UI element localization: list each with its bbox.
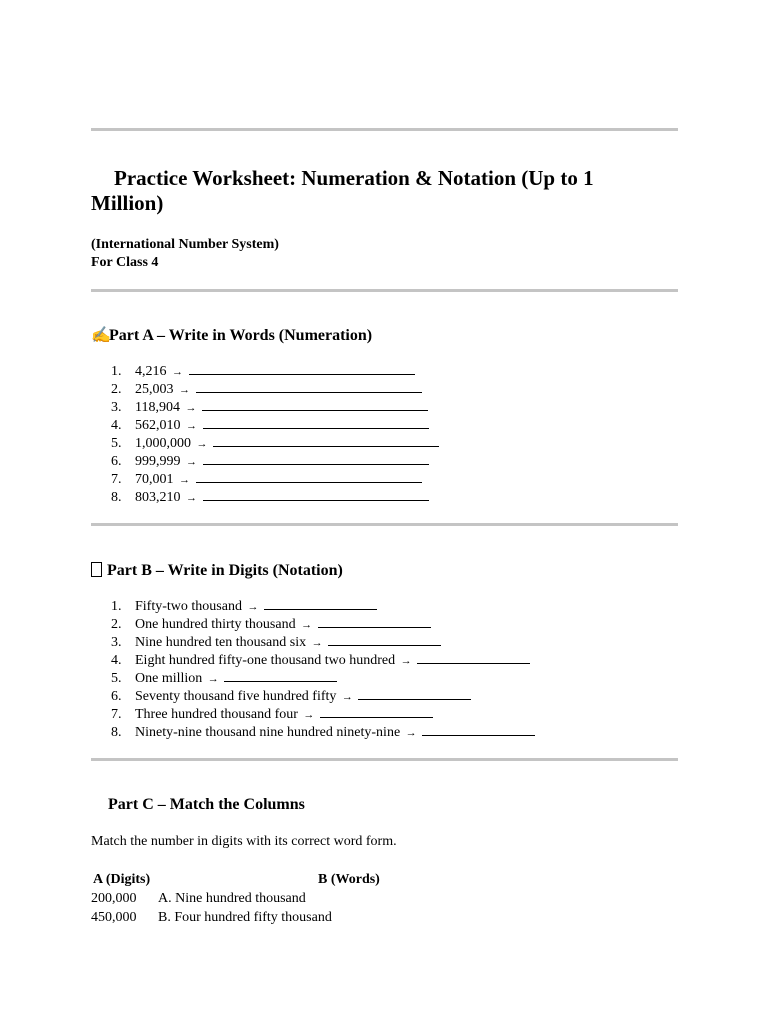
arrow-icon: →: [341, 691, 353, 703]
list-item: [91, 598, 535, 616]
missing-glyph-box-icon: [91, 562, 102, 577]
list-item: [91, 706, 535, 724]
arrow-icon: →: [301, 619, 313, 631]
subtitle-number-system: (International Number System): [91, 237, 279, 252]
item-number: 8.: [111, 490, 122, 505]
item-prompt: 4,216: [135, 364, 167, 379]
match-table-header-row: [91, 870, 380, 889]
answer-blank[interactable]: [213, 435, 439, 447]
arrow-icon: →: [196, 438, 208, 450]
item-number: 7.: [111, 707, 122, 722]
list-item: [91, 688, 535, 706]
divider-after-part-b: [91, 758, 678, 761]
list-item: [91, 399, 439, 417]
column-header-digits: A (Digits): [93, 872, 151, 887]
divider-after-header: [91, 289, 678, 292]
item-prompt: Eight hundred fifty-one thousand two hundred: [135, 653, 396, 668]
item-prompt: 562,010: [135, 418, 181, 433]
item-prompt: 999,999: [135, 454, 181, 469]
item-prompt: 118,904: [135, 400, 180, 415]
part-b-question-list: [91, 598, 535, 742]
answer-blank[interactable]: [203, 417, 429, 429]
arrow-icon: →: [185, 402, 197, 414]
arrow-icon: →: [207, 673, 219, 685]
list-item: [91, 634, 535, 652]
page-title: Practice Worksheet: Numeration & Notation (Up to 1 Million): [91, 166, 594, 215]
list-item: [91, 471, 439, 489]
item-prompt: Nine hundred ten thousand six: [135, 635, 307, 650]
item-prompt: One hundred thirty thousand: [135, 617, 296, 632]
item-number: 4.: [111, 418, 122, 433]
item-number: 3.: [111, 635, 122, 650]
answer-blank[interactable]: [320, 706, 433, 718]
arrow-icon: →: [186, 492, 197, 504]
part-c-instructions: Match the number in digits with its correct word form.: [91, 834, 397, 849]
list-item: [91, 616, 535, 634]
item-prompt: Three hundred thousand four: [135, 707, 298, 722]
list-item: [91, 724, 535, 742]
item-prompt: Fifty-two thousand: [135, 599, 242, 614]
item-number: 1.: [111, 599, 122, 614]
arrow-icon: →: [400, 655, 412, 667]
item-number: 8.: [111, 725, 122, 740]
answer-blank[interactable]: [422, 724, 535, 736]
list-item: [91, 435, 439, 453]
answer-blank[interactable]: [328, 634, 441, 646]
part-b-heading-text: Part B – Write in Digits (Notation): [107, 562, 343, 579]
item-prompt: Ninety-nine thousand nine hundred ninety-nine: [135, 725, 401, 740]
item-number: 7.: [111, 472, 122, 487]
item-prompt: 803,210: [135, 490, 181, 505]
answer-blank[interactable]: [189, 363, 415, 375]
arrow-icon: →: [172, 366, 183, 378]
arrow-icon: →: [179, 384, 190, 396]
writing-hand-icon: ✍: [91, 327, 111, 344]
answer-blank[interactable]: [417, 652, 530, 664]
part-a-question-list: [91, 363, 439, 507]
part-b-heading: [91, 561, 343, 581]
divider-after-part-a: [91, 523, 678, 526]
answer-blank[interactable]: [358, 688, 471, 700]
item-prompt: 70,001: [135, 472, 174, 487]
divider-top: [91, 128, 678, 131]
arrow-icon: →: [405, 727, 417, 739]
list-item: [91, 489, 439, 507]
item-number: 5.: [111, 671, 122, 686]
arrow-icon: →: [247, 601, 259, 613]
item-prompt: Seventy thousand five hundred fifty: [135, 689, 337, 704]
answer-blank[interactable]: [264, 598, 377, 610]
list-item: [91, 453, 439, 471]
part-a-heading: [91, 326, 372, 346]
answer-blank[interactable]: [318, 616, 431, 628]
answer-blank[interactable]: [203, 453, 429, 465]
item-number: 2.: [111, 617, 122, 632]
match-digits-cell: 450,000: [91, 910, 137, 925]
item-number: 3.: [111, 400, 122, 415]
item-prompt: One million: [135, 671, 203, 686]
answer-blank[interactable]: [203, 489, 429, 501]
item-prompt: 1,000,000: [135, 436, 191, 451]
arrow-icon: →: [186, 456, 197, 468]
list-item: [91, 670, 535, 688]
subtitle-class: For Class 4: [91, 255, 159, 270]
column-header-words: B (Words): [318, 872, 380, 887]
arrow-icon: →: [303, 709, 315, 721]
table-row: [91, 908, 380, 927]
item-number: 1.: [111, 364, 122, 379]
answer-blank[interactable]: [196, 381, 422, 393]
item-number: 6.: [111, 689, 122, 704]
match-words-cell: B. Four hundred fifty thousand: [158, 910, 332, 925]
arrow-icon: →: [179, 474, 190, 486]
item-number: 5.: [111, 436, 122, 451]
answer-blank[interactable]: [202, 399, 428, 411]
arrow-icon: →: [186, 420, 197, 432]
list-item: [91, 381, 439, 399]
list-item: [91, 652, 535, 670]
part-a-heading-text: Part A – Write in Words (Numeration): [109, 327, 373, 344]
match-columns-table: [91, 870, 380, 927]
answer-blank[interactable]: [196, 471, 422, 483]
list-item: [91, 417, 439, 435]
table-row: [91, 889, 380, 908]
part-c-heading: Part C – Match the Columns: [108, 796, 305, 813]
item-number: 2.: [111, 382, 122, 397]
match-digits-cell: 200,000: [91, 891, 137, 906]
item-number: 4.: [111, 653, 122, 668]
match-words-cell: A. Nine hundred thousand: [158, 891, 306, 906]
item-prompt: 25,003: [135, 382, 174, 397]
answer-blank[interactable]: [224, 670, 337, 682]
item-number: 6.: [111, 454, 122, 469]
arrow-icon: →: [311, 637, 323, 649]
list-item: [91, 363, 439, 381]
